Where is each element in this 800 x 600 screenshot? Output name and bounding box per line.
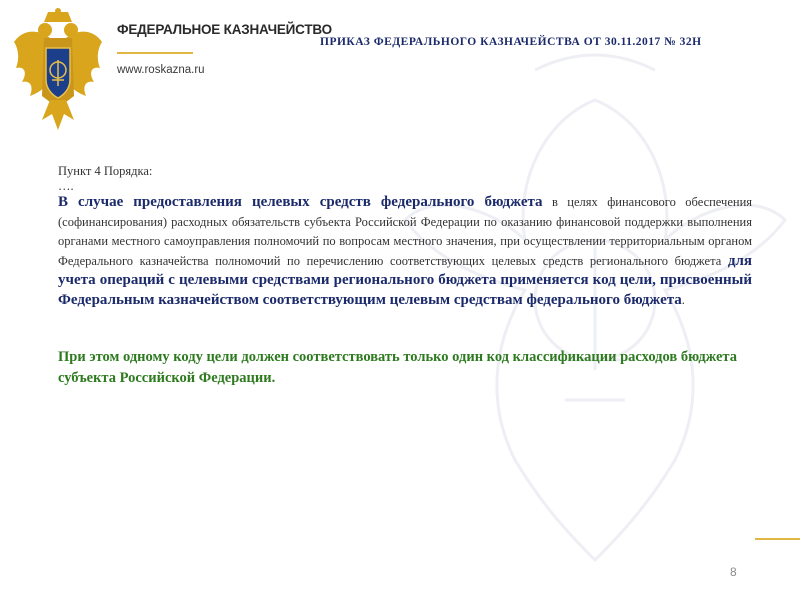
point-label: Пункт 4 Порядка: <box>58 164 153 178</box>
organization-name: ФЕДЕРАЛЬНОЕ КАЗНАЧЕЙСТВО <box>117 22 332 37</box>
corner-accent-line <box>755 538 800 540</box>
website-link[interactable]: www.roskazna.ru <box>117 64 205 76</box>
para1-plain-middle: в целях финансового обеспечения (софинансирования) расходных обязательств субъекта Российской Федерации по оказанию финансовой поддержки выполнения органами местного самоуправления полномочий по вопросам местного значения, при осуществлении территориальным органом Федерального казначейства полномочий по перечислению соответствующих целевых средств регионального бюджета <box>58 195 753 268</box>
brand-underline <box>117 52 193 54</box>
paragraph-green: При этом одному коду цели должен соответствовать только один код классификации расходов бюджета субъекта Российской Федерации. <box>58 349 737 386</box>
para1-period: . <box>681 292 685 307</box>
ellipsis: …. <box>58 179 74 193</box>
page-number: 8 <box>730 565 737 579</box>
para1-bold-end: для учета операций с целевыми средствами регионального бюджета применяется код цели, присвоенный Федеральным казначейством соответствующим целевым средствам федерального бюджета <box>58 252 752 308</box>
emblem-logo-icon <box>12 8 104 134</box>
paragraph-main <box>58 193 752 310</box>
main-content <box>58 163 752 389</box>
order-title: ПРИКАЗ ФЕДЕРАЛЬНОГО КАЗНАЧЕЙСТВА ОТ 30.11.2017 № 32Н <box>320 36 702 48</box>
para1-bold-start: В случае предоставления целевых средств федерального бюджета <box>58 194 543 210</box>
